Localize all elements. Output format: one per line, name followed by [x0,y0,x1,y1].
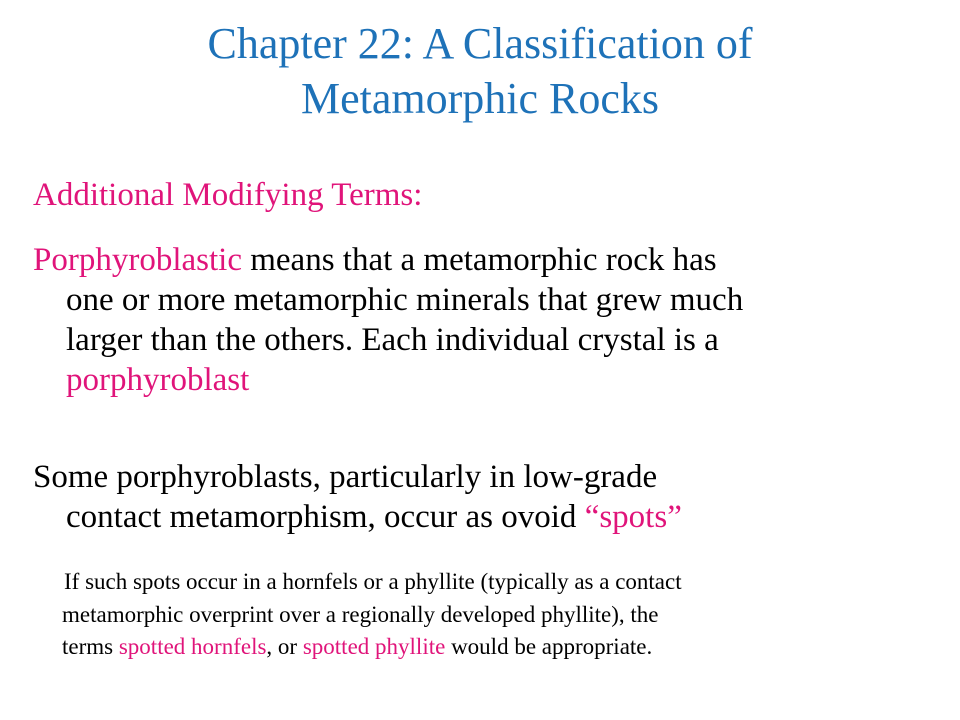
para2-line-2 [33,497,939,537]
note-line-3-a: terms [62,634,119,659]
porphyroblastic-term: Porphyroblastic [33,242,242,278]
note-line-3-c: would be appropriate. [445,634,653,659]
note-line-3 [62,631,942,664]
spots-term: “spots” [584,499,682,535]
spotted-rocks-note [62,566,942,664]
slide-title [0,16,960,126]
spots-paragraph [33,457,939,537]
section-heading: Additional Modifying Terms: [33,177,423,213]
para2-line-2-text: contact metamorphism, occur as ovoid [66,499,585,535]
note-line-1: If such spots occur in a hornfels or a phyllite (typically as a contact [64,569,682,594]
note-line-2: metamorphic overprint over a regionally developed phyllite), the [62,601,659,627]
note-line-3-b: , or [266,634,303,659]
para2-line-1: Some porphyroblasts, particularly in low-grade [33,459,658,495]
para1-line-1-rest: means that a metamorphic rock has [241,242,717,278]
porphyroblast-term: porphyroblast [66,362,250,398]
title-line-1: Chapter 22: A Classification of [207,19,753,68]
para1-line-3: larger than the others. Each individual crystal is a [66,322,719,358]
spotted-hornfels-term: spotted hornfels [118,634,267,659]
porphyroblastic-paragraph [33,240,939,400]
para1-line-2: one or more metamorphic minerals that grew much [66,282,744,318]
title-line-2: Metamorphic Rocks [300,74,660,123]
spotted-phyllite-term: spotted phyllite [302,634,446,659]
para1-line-1 [33,240,939,280]
